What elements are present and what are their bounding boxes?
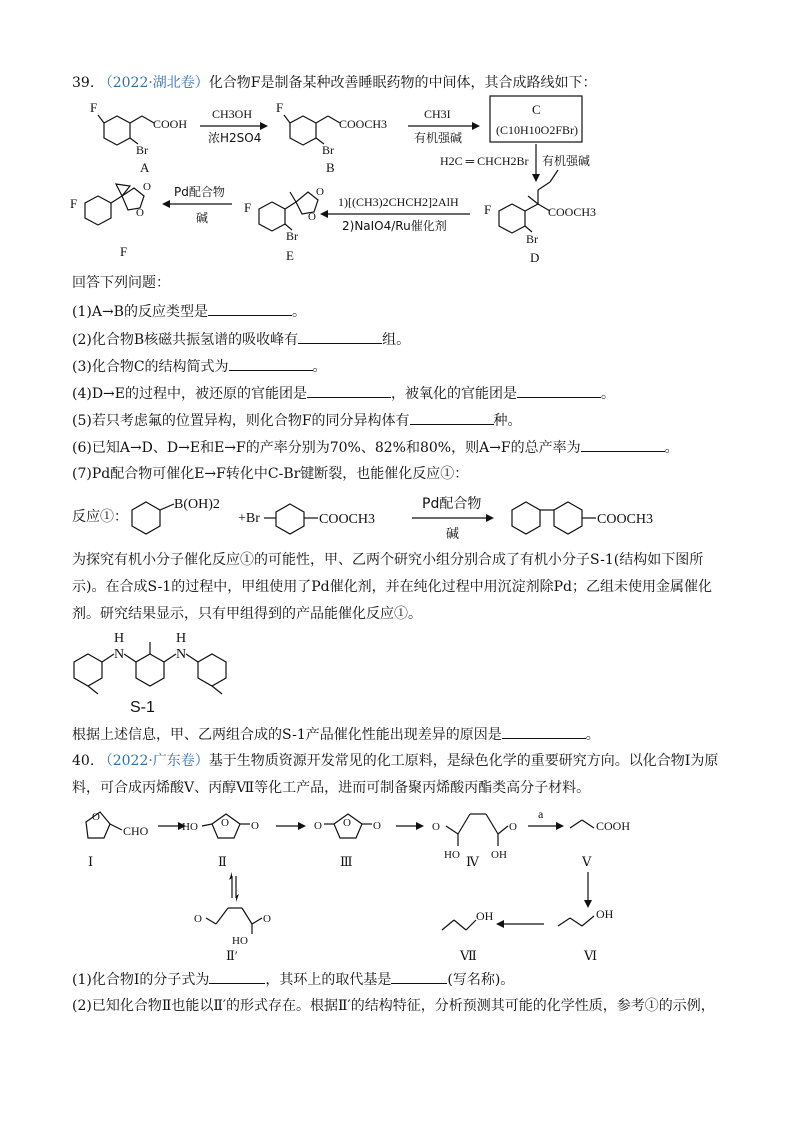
compound-IV	[446, 814, 508, 846]
q39-sub4: (4)D→E的过程中，被还原的官能团是 ，被氧化的官能团是 。	[72, 383, 615, 404]
answer-blank[interactable]	[517, 383, 601, 398]
C-formula: (C10H10O2FBr)	[496, 123, 579, 137]
compound-A	[98, 115, 154, 145]
A-group: COOH	[153, 117, 188, 131]
step2-top: CH3I	[424, 107, 451, 121]
q39-stem: 化合物F是制备某种改善睡眠药物的中间体，其合成路线如下：	[208, 75, 597, 91]
q39-sub6-text: (6)已知A→D、D→E和E→F的产率分别为70%、82%和80%，则A→F的总产率为	[72, 440, 581, 456]
q39-sub4-text: (4)D→E的过程中，被还原的官能团是	[72, 386, 308, 402]
s1-N1: N	[114, 647, 125, 662]
reaction-label: 反应①：	[72, 509, 128, 525]
B-F-atom: F	[276, 100, 284, 115]
step4-top: 1)[(CH3)2CHCH2]2AlH	[338, 195, 459, 209]
reaction-1-scheme	[126, 488, 706, 544]
IV-OH: OH	[491, 849, 507, 861]
q40-sub2: (2)已知化合物Ⅱ也能以Ⅱ′的形式存在。根据Ⅱ′的结构特征，分析预测其可能的化学性质，参考①的示例，	[72, 998, 715, 1014]
arrow-a-label: a	[538, 807, 544, 821]
step4-bottom: 2)NaIO4/Ru催化剂	[342, 219, 447, 233]
VII-label: Ⅶ	[460, 948, 477, 963]
q39-sub6: (6)已知A→D、D→E和E→F的产率分别为70%、82%和80%，则A→F的总产率为 。	[72, 437, 679, 458]
q39-sub4-mid: ，被氧化的官能团是	[391, 386, 518, 402]
s1-H2: H	[176, 631, 187, 646]
IV-O-right: O	[509, 821, 517, 833]
q39-source: （2022·湖北卷）	[98, 75, 209, 91]
V-label: Ⅴ	[582, 854, 592, 869]
C-label: C	[532, 102, 541, 117]
III-O-left: O	[314, 820, 322, 832]
E-O-ring: O	[308, 211, 316, 223]
biphenyl-product	[512, 502, 596, 534]
F-label: F	[120, 244, 128, 259]
compound-D	[499, 170, 558, 233]
A-F-atom: F	[90, 100, 98, 115]
step3-reagent: H2C ═ CHCH2Br	[440, 154, 529, 168]
q39-sub1: (1)A→B的反应类型是 。	[72, 301, 306, 322]
q39-para1: 为探究有机小分子催化反应①的可能性，甲、乙两个研究小组分别合成了有机小分子S-1(结构如下图所	[72, 552, 704, 568]
q39-sub1-text: (1)A→B的反应类型是	[72, 304, 208, 320]
F-O-ring: O	[136, 207, 144, 219]
s1-structure	[66, 626, 256, 718]
q39-sub2-text: (2)化合物B核磁共振氢谱的吸收峰有	[72, 332, 299, 348]
q39-para3: 剂。研究结果显示，只有甲组得到的产品能催化反应①。	[72, 606, 422, 622]
IV-O-left: O	[432, 821, 440, 833]
reactant-ester: COOCH3	[319, 512, 376, 527]
II-HO: HO	[182, 821, 198, 833]
q39-sub5-text: (5)若只考虑氟的位置异构，则化合物F的同分异构体有	[72, 413, 410, 429]
I-CHO: CHO	[123, 824, 149, 838]
answer-blank[interactable]	[208, 301, 292, 316]
I-label: Ⅰ	[88, 854, 94, 869]
II-O-exo: O	[251, 820, 259, 832]
IIp-O-left: O	[194, 913, 202, 925]
q40-stem2: 料，可合成丙烯酸Ⅴ、丙醇Ⅶ等化工产品，进而可制备聚丙烯酸丙酯类高分子材料。	[72, 780, 591, 796]
V-COOH: COOH	[596, 819, 631, 833]
q39-para2: 示)。在合成S-1的过程中，甲组使用了Pd催化剂，并在纯化过程中用沉淀剂除Pd；乙组未使用金属催化	[72, 579, 712, 595]
q39-number: 39.	[72, 75, 95, 91]
q40-header	[72, 751, 718, 771]
IV-HO: HO	[444, 849, 460, 861]
compound-B	[284, 115, 340, 145]
q39-header	[72, 73, 597, 93]
VI-OH: OH	[596, 907, 614, 921]
q40-scheme	[66, 800, 726, 965]
VII-OH: OH	[476, 909, 494, 923]
q39-sub5-post: 种。	[493, 413, 522, 429]
s1-N2: N	[176, 647, 187, 662]
D-label: D	[530, 250, 540, 265]
q40-sub1	[72, 969, 514, 990]
D-Br-atom: Br	[526, 232, 538, 246]
answer-blank[interactable]	[581, 437, 665, 452]
phenylboronic-ring	[132, 502, 174, 534]
answer-blank[interactable]	[298, 329, 382, 344]
q40-number: 40.	[72, 753, 95, 769]
IIp-HO: HO	[232, 935, 248, 947]
q40-sub1-text: (1)化合物Ⅰ的分子式为	[72, 972, 210, 988]
answer-blank[interactable]	[502, 724, 586, 739]
q39-sub3-text: (3)化合物C的结构简式为	[72, 359, 229, 375]
compound-IIp	[206, 908, 262, 934]
step1-top: CH3OH	[212, 107, 253, 121]
q40-source: （2022·广东卷）	[98, 753, 209, 769]
reaction-cond-top: Pd配合物	[422, 496, 482, 512]
step5-bottom: 碱	[196, 211, 209, 225]
q39-sub5	[72, 410, 522, 431]
E-O-carbonyl: O	[316, 186, 324, 198]
q39-sub3: (3)化合物C的结构简式为 。	[72, 356, 327, 377]
II-O: O	[221, 817, 229, 829]
answer-blank[interactable]	[307, 383, 391, 398]
answer-blank[interactable]	[209, 969, 265, 984]
q39-sub2	[72, 329, 410, 350]
compound-VII	[442, 920, 476, 930]
plus-br: +Br	[238, 511, 260, 526]
E-F-atom: F	[244, 200, 252, 215]
bromobenzoate-ring	[264, 504, 318, 534]
D-group: COOCH3	[548, 205, 597, 219]
q40-stem1: 基于生物质资源开发常见的化工原料，是绿色化学的重要研究方向。以化合物Ⅰ为原	[208, 753, 719, 769]
answer-blank[interactable]	[410, 410, 494, 425]
product-ester: COOCH3	[597, 512, 654, 527]
F-F-atom: F	[70, 196, 78, 211]
A-label: A	[140, 160, 150, 175]
B-Br-atom: Br	[322, 143, 334, 157]
s1-H1: H	[114, 631, 125, 646]
IIp-O-right: O	[263, 913, 271, 925]
q40-sub1-mid: ，其环上的取代基是	[265, 972, 392, 988]
q39-sub7: (7)Pd配合物可催化E→F转化中C-Br键断裂，也能催化反应①：	[72, 466, 469, 482]
B-group: COOCH3	[339, 117, 388, 131]
II-label: Ⅱ	[218, 854, 227, 869]
VI-label: Ⅵ	[584, 948, 598, 963]
compound-V	[570, 820, 594, 828]
step3-condition: 有机强碱	[542, 154, 591, 168]
q39-sub2-post: 组。	[382, 332, 411, 348]
answer-blank[interactable]	[229, 356, 313, 371]
answer-blank[interactable]	[391, 969, 447, 984]
IIp-label: Ⅱ′	[226, 948, 238, 963]
step5-top: Pd配合物	[174, 185, 225, 199]
B-label: B	[326, 160, 335, 175]
boronic-acid-group: B(OH)2	[174, 497, 220, 512]
E-label: E	[286, 248, 294, 263]
A-Br-atom: Br	[136, 143, 148, 157]
D-F-atom: F	[484, 202, 492, 217]
III-label: Ⅲ	[340, 854, 353, 869]
s1-label: S-1	[130, 699, 155, 716]
step2-bottom: 有机强碱	[414, 131, 463, 145]
step1-bottom: 浓H2SO4	[208, 131, 262, 145]
compound-VI	[558, 916, 594, 926]
q40-sub1-post: (写名称)。	[447, 972, 515, 988]
reaction-cond-bottom: 碱	[446, 527, 460, 542]
q39-final-text: 根据上述信息，甲、乙两组合成的S-1产品催化性能出现差异的原因是	[72, 727, 502, 743]
III-O-right: O	[373, 820, 381, 832]
E-Br-atom: Br	[286, 229, 298, 243]
I-O: O	[92, 811, 100, 823]
q39-final: 根据上述信息，甲、乙两组合成的S-1产品催化性能出现差异的原因是 。	[72, 724, 600, 745]
q39-prompt: 回答下列问题：	[72, 275, 170, 291]
IV-label: Ⅳ	[466, 854, 479, 869]
F-O-carbonyl: O	[143, 181, 151, 193]
III-O: O	[343, 817, 351, 829]
q39-synthesis-scheme	[60, 92, 700, 267]
